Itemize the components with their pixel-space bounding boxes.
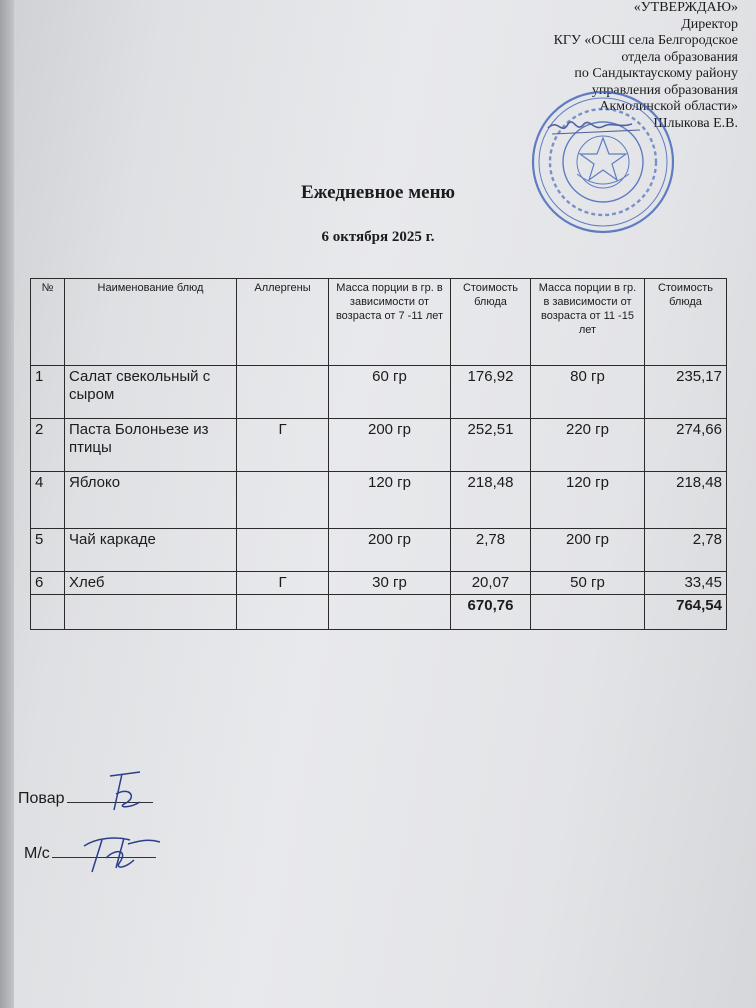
table-row — [31, 472, 727, 529]
mass-11-15: 120 гр — [531, 472, 645, 529]
allergen: Г — [237, 572, 329, 595]
menu-date: 6 октября 2025 г. — [321, 229, 435, 245]
approval-line: Шлыкова Е.В. — [653, 115, 738, 131]
empty-cell — [531, 595, 645, 630]
mass-11-15: 50 гр — [531, 572, 645, 595]
allergen: Г — [237, 419, 329, 472]
empty-cell — [65, 595, 237, 630]
mass-11-15: 80 гр — [531, 366, 645, 419]
col-header-mass-7-11: Масса порции в гр. в зависимости от возраста от 7 -11 лет — [329, 279, 451, 366]
row-number: 6 — [31, 572, 65, 595]
row-number: 5 — [31, 529, 65, 572]
approval-line: по Сандыктаускому району — [574, 66, 738, 81]
cost-7-11: 252,51 — [451, 419, 531, 472]
dish-name: Яблоко — [65, 472, 237, 529]
cost-7-11: 176,92 — [451, 366, 531, 419]
approval-line: КГУ «ОСШ села Белгородское — [553, 33, 738, 48]
table-row — [31, 366, 727, 419]
row-number: 2 — [31, 419, 65, 472]
mass-7-11: 60 гр — [329, 366, 451, 419]
cook-label: Повар — [18, 790, 65, 807]
mass-11-15: 220 гр — [531, 419, 645, 472]
mass-11-15: 200 гр — [531, 529, 645, 572]
page-title: Ежедневное меню — [300, 182, 456, 203]
allergen — [237, 366, 329, 419]
col-header-cost-11-15: Стоимость блюда — [645, 279, 727, 366]
director-signature-icon — [548, 122, 632, 128]
allergen — [237, 472, 329, 529]
approval-line: Директор — [681, 16, 738, 32]
col-header-mass-11-15: Масса порции в гр. в зависимости от возраста от 11 -15 лет — [531, 279, 645, 366]
nurse-signature-icon — [76, 828, 166, 878]
table-row — [31, 572, 727, 595]
table-header-row — [31, 279, 727, 366]
empty-cell — [329, 595, 451, 630]
cost-11-15: 274,66 — [645, 419, 727, 472]
approval-line: управления образования — [591, 82, 738, 98]
table-row — [31, 419, 727, 472]
cost-11-15: 2,78 — [645, 529, 727, 572]
page-shadow-edge — [0, 0, 14, 1008]
mass-7-11: 200 гр — [329, 529, 451, 572]
allergen — [237, 529, 329, 572]
cost-11-15: 218,48 — [645, 472, 727, 529]
dish-name: Хлеб — [65, 572, 237, 595]
approval-line: отдела образования — [621, 49, 738, 65]
total-cost-7-11: 670,76 — [451, 595, 531, 630]
cost-7-11: 218,48 — [451, 472, 531, 529]
approval-line: Акмолинской области» — [599, 99, 738, 114]
approval-line: «УТВЕРЖДАЮ» — [633, 0, 738, 15]
mass-7-11: 120 гр — [329, 472, 451, 529]
mass-7-11: 30 гр — [329, 572, 451, 595]
empty-cell — [237, 595, 329, 630]
dish-name: Чай каркаде — [65, 529, 237, 572]
dish-name: Паста Болоньезе из птицы — [65, 419, 237, 472]
dish-name: Салат свекольный с сыром — [65, 366, 237, 419]
col-header-number: № — [31, 279, 65, 366]
table-row — [31, 529, 727, 572]
row-number: 4 — [31, 472, 65, 529]
col-header-cost-7-11: Стоимость блюда — [451, 279, 531, 366]
row-number: 1 — [31, 366, 65, 419]
cost-7-11: 20,07 — [451, 572, 531, 595]
cook-signature-icon — [100, 768, 160, 816]
cost-11-15: 235,17 — [645, 366, 727, 419]
official-stamp-icon — [528, 88, 678, 236]
cost-11-15: 33,45 — [645, 572, 727, 595]
col-header-dish: Наименование блюд — [65, 279, 237, 366]
total-row — [31, 595, 727, 630]
nurse-label: М/с — [24, 845, 50, 862]
cost-7-11: 2,78 — [451, 529, 531, 572]
col-header-allergens: Аллергены — [237, 279, 329, 366]
empty-cell — [31, 595, 65, 630]
total-cost-11-15: 764,54 — [645, 595, 727, 630]
mass-7-11: 200 гр — [329, 419, 451, 472]
menu-table — [30, 278, 727, 630]
